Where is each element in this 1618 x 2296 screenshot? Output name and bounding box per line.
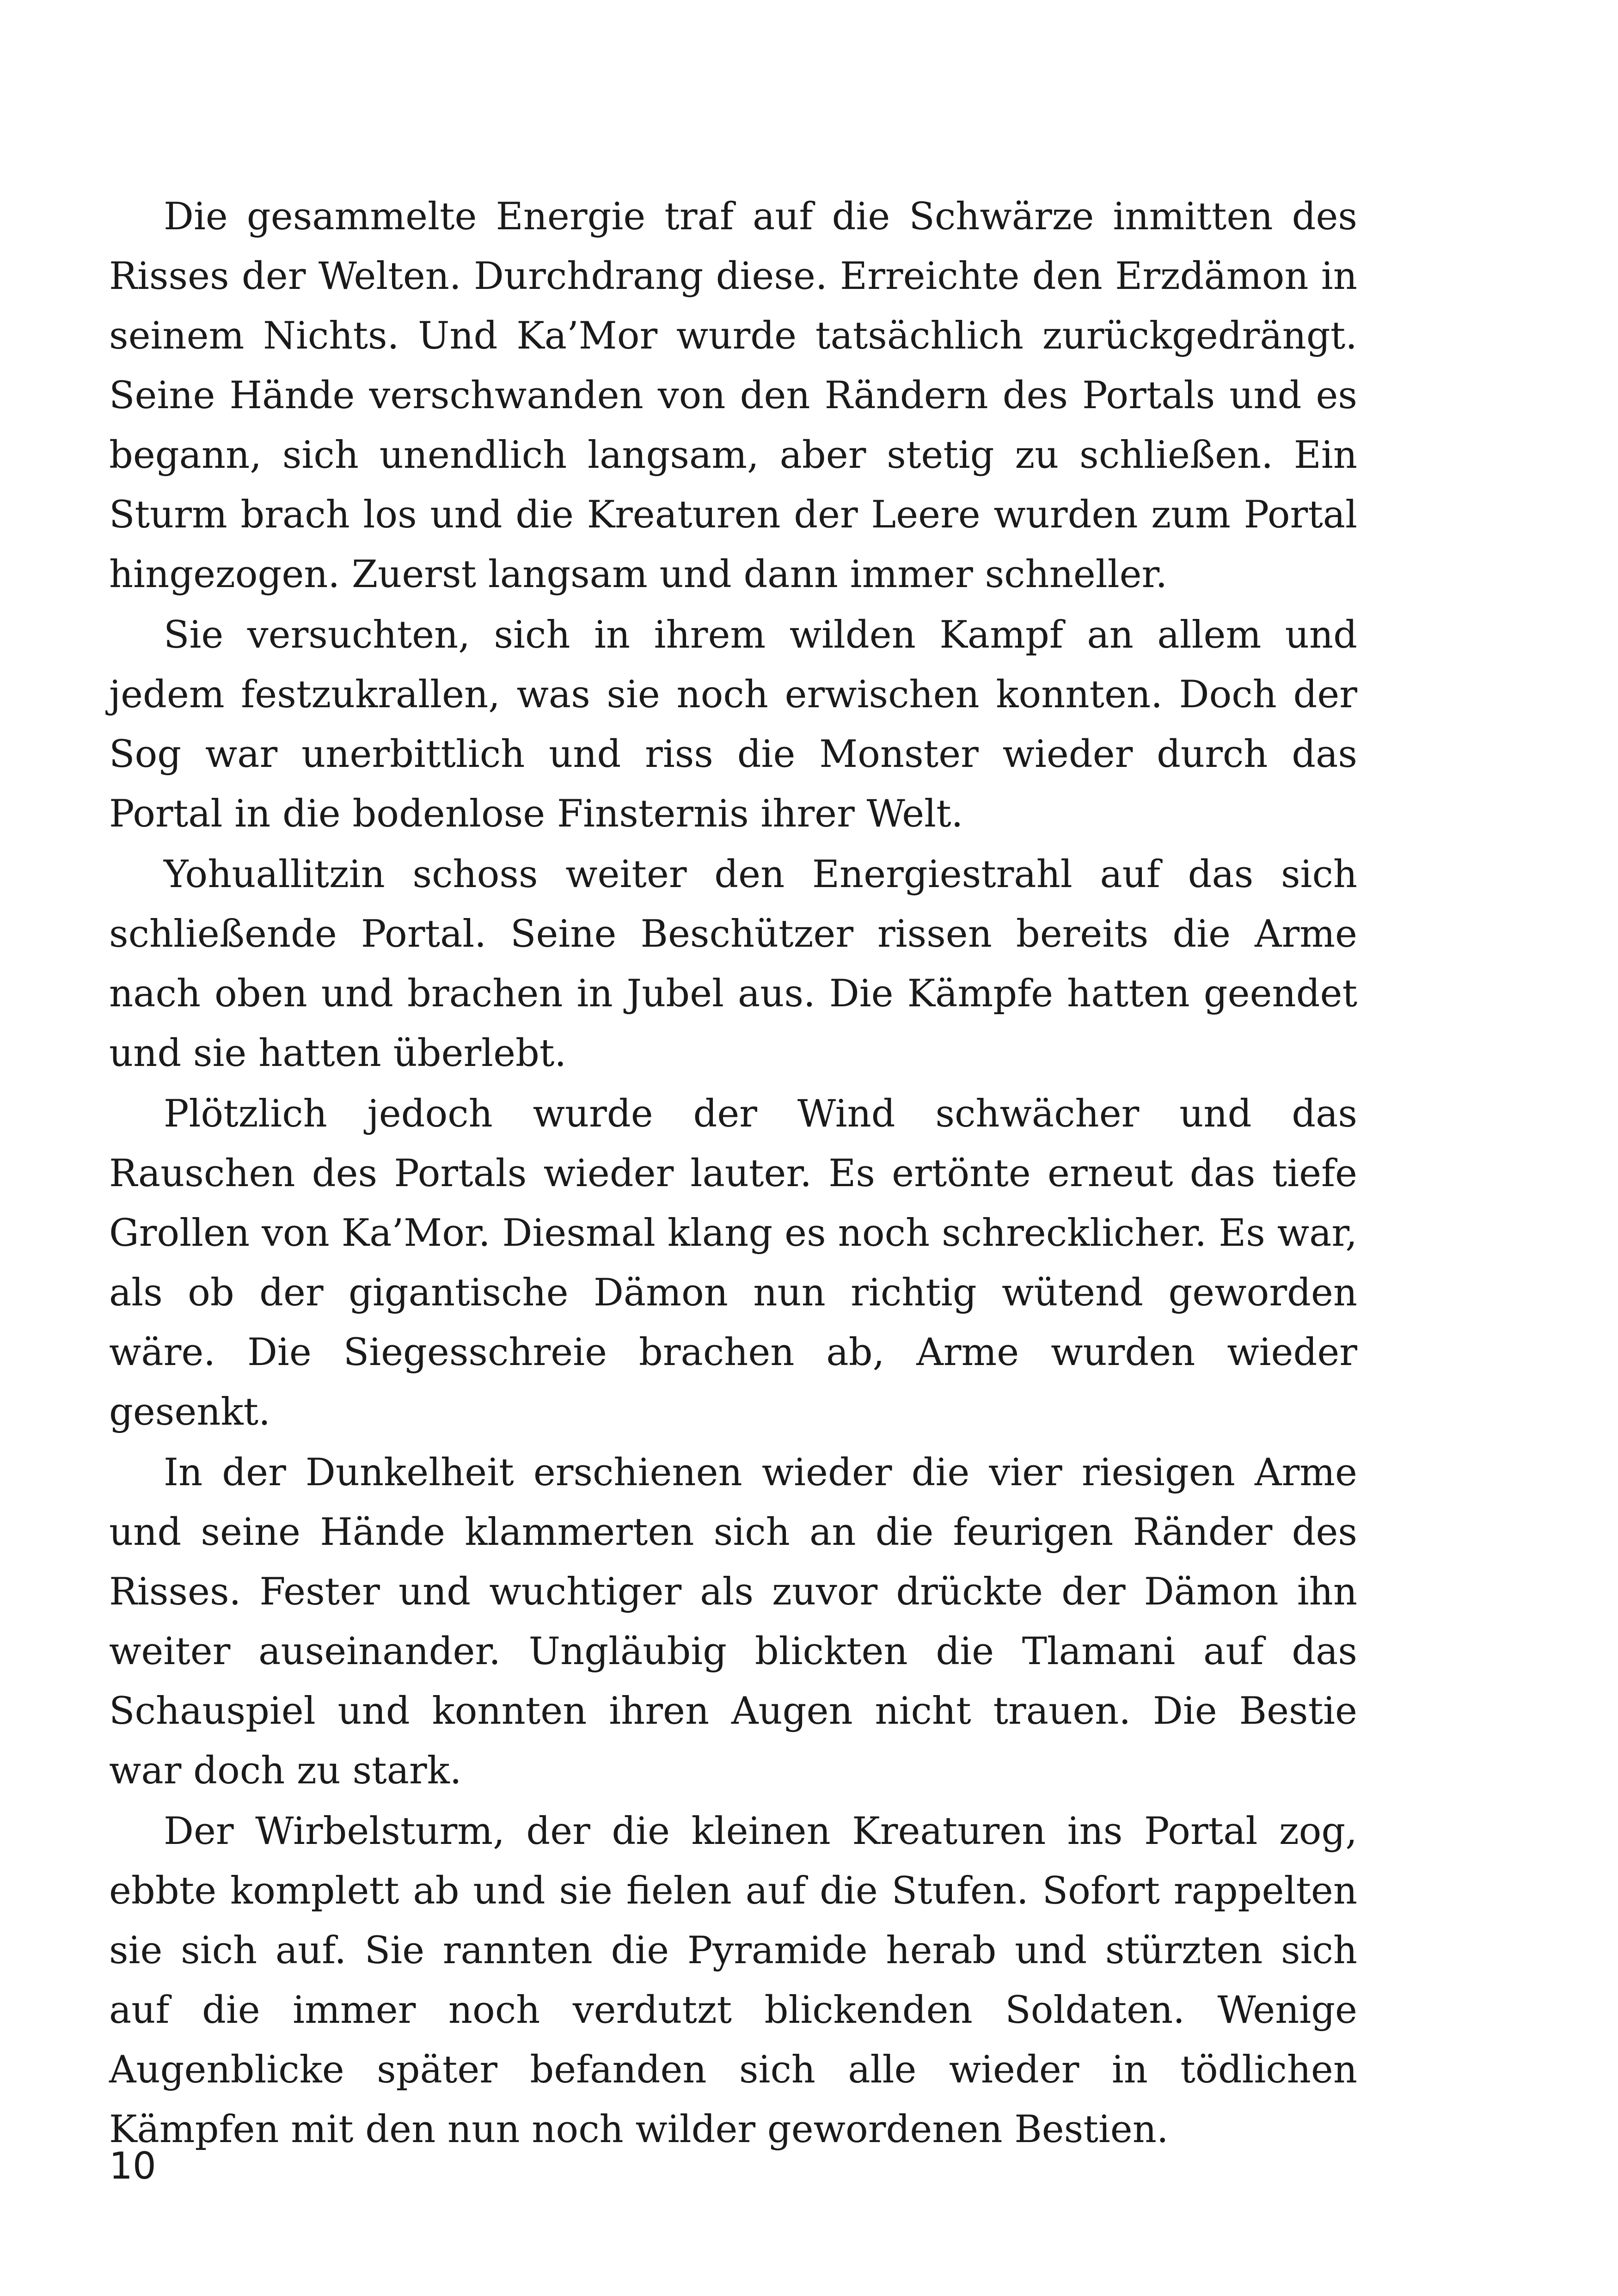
paragraph-1: Die gesammelte Energie traf auf die Schwärze inmitten des Risses der Welten. Durchdrang diese. Erreichte den Erzdämon in seinem Nichts. Und Ka’Mor wurde tatsächlich zurückgedrängt. Seine Hände verschwanden von den Rändern des Portals und es begann, sich unendlich langsam, aber stetig zu schließen. Ein Sturm brach los und die Kreaturen der Leere wurden zum Portal hingezogen. Zuerst langsam und dann immer schneller. (109, 195, 1357, 596)
paragraph-4: Plötzlich jedoch wurde der Wind schwächer und das Rauschen des Portals wieder lauter. Es ertönte erneut das tiefe Grollen von Ka’Mor. Diesmal klang es noch schrecklicher. Es war, als ob der gigantische Dämon nun richtig wütend geworden wäre. Die Siegesschreie brachen ab, Arme wurden wieder gesenkt. (109, 1092, 1357, 1434)
page-number: 10 (109, 2144, 156, 2187)
paragraph-2: Sie versuchten, sich in ihrem wilden Kampf an allem und jedem festzukrallen, was sie noch erwischen konnten. Doch der Sog war unerbittlich und riss die Monster wieder durch das Portal in die bodenlose Finsternis ihrer Welt. (109, 613, 1357, 836)
body-text (109, 187, 1357, 2161)
paragraph-3: Yohuallitzin schoss weiter den Energiestrahl auf das sich schließende Portal. Seine Beschützer rissen bereits die Arme nach oben und brachen in Jubel aus. Die Kämpfe hatten geendet und sie hatten überlebt. (109, 853, 1357, 1075)
paragraph-5: In der Dunkelheit erschienen wieder die vier riesigen Arme und seine Hände klammerten sich an die feurigen Ränder des Risses. Fester und wuchtiger als zuvor drückte der Dämon ihn weiter auseinander. Ungläubig blickten die Tlamani auf das Schauspiel und konnten ihren Augen nicht trauen. Die Bestie war doch zu stark. (109, 1451, 1357, 1793)
paragraph-6: Der Wirbelsturm, der die kleinen Kreaturen ins Portal zog, ebbte komplett ab und sie fielen auf die Stufen. Sofort rappelten sie sich auf. Sie rannten die Pyramide herab und stürzten sich auf die immer noch verdutzt blickenden Soldaten. Wenige Augenblicke später befanden sich alle wieder in tödlichen Kämpfen mit den nun noch wilder gewordenen Bestien. (109, 1810, 1357, 2151)
